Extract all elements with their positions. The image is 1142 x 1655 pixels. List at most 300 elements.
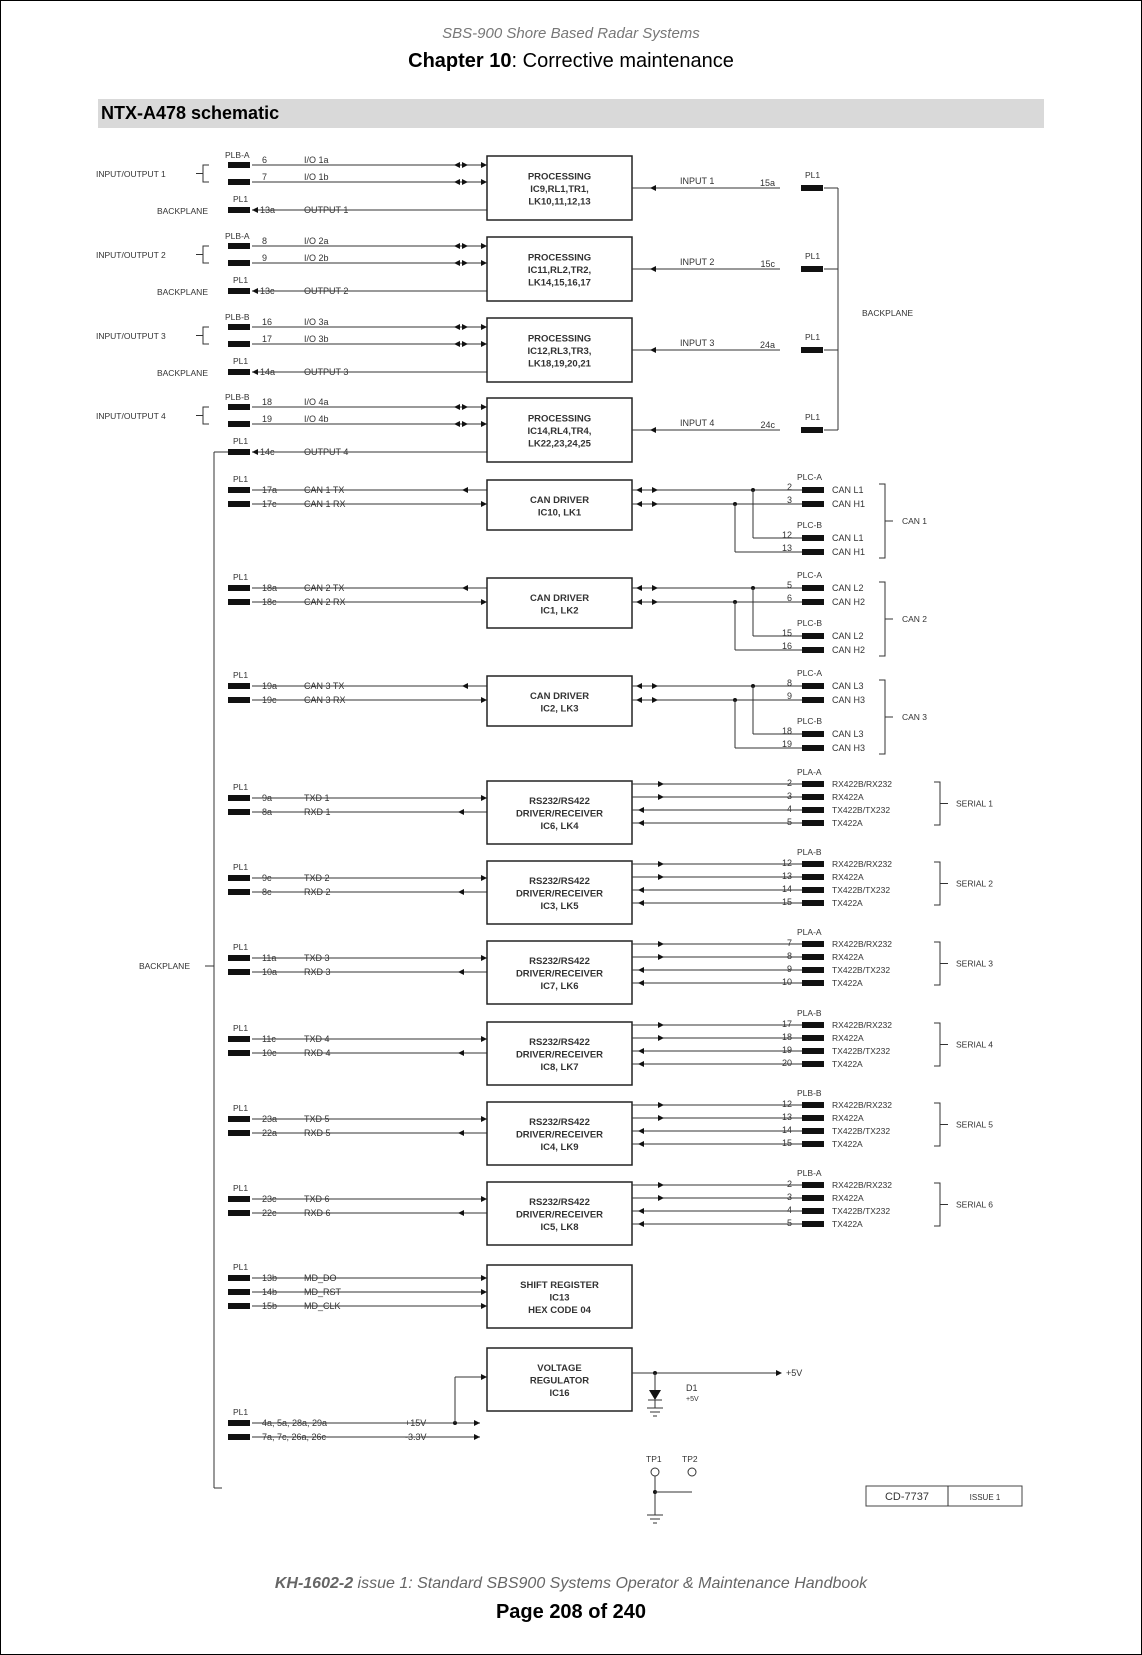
backplane-left-label: BACKPLANE (138, 961, 190, 971)
arrow-left (638, 1221, 644, 1227)
io-row-4-pin-number: 18 (262, 397, 273, 407)
arrow-right (481, 697, 487, 703)
io-row-2-pin-number: 9 (262, 253, 268, 263)
arrow-left (638, 900, 644, 906)
arrow-left (458, 1210, 464, 1216)
io-row-4-pin-number: 14c (260, 447, 275, 457)
io-row-1-pin-number: 15a (759, 178, 775, 188)
serial-row-2-signal: TXD 2 (304, 873, 330, 883)
connector-pin (802, 535, 824, 541)
can-row-2-signal: CAN L2 (832, 583, 864, 593)
io-row-1-input-label: INPUT 1 (680, 176, 715, 186)
regulator-signal: -3.3V (405, 1432, 427, 1442)
shift-signal: MD_RST (304, 1287, 342, 1297)
io-row-3-processing-block-text: IC12,RL3,TR3, (527, 346, 592, 357)
arrow-right (658, 1195, 664, 1201)
arrow-left (636, 697, 642, 703)
connector-pin (802, 781, 824, 787)
connector-pin (228, 969, 250, 975)
serial-row-6-signal: RXD 6 (304, 1208, 331, 1218)
io-row-3-pin (228, 341, 250, 347)
arrow-left (454, 243, 460, 249)
connector-pin (228, 889, 250, 895)
can-row-1-pin-number: 3 (786, 495, 792, 505)
test-point-label: TP1 (646, 1454, 662, 1464)
serial-row-3-signal: RX422B/RX232 (832, 939, 893, 949)
can-row-2-pin-number: 15 (781, 628, 792, 638)
serial-row-5-pin-number: 15 (781, 1138, 792, 1148)
arrow-right (481, 1036, 487, 1042)
io-row-1-connector-label: PL1 (233, 194, 249, 204)
arrow-left (454, 341, 460, 347)
footer-doc-line (0, 1575, 1142, 1593)
can-row-1-signal: CAN H1 (832, 547, 866, 557)
connector-pin (801, 266, 823, 272)
diode-symbol (649, 1390, 661, 1400)
io-row-4-pin (228, 421, 250, 427)
serial-row-1-connector-label: PLA-A (797, 767, 822, 777)
can-row-1-signal: CAN L1 (832, 485, 864, 495)
group-bracket (203, 246, 209, 263)
shift-register-block-text: HEX CODE 04 (528, 1305, 591, 1316)
connector-pin (228, 599, 250, 605)
io-row-1-processing-block-text: LK10,11,12,13 (528, 196, 591, 208)
drawing-number: CD-7737 (884, 1491, 930, 1503)
can-row-1-can-driver-block-text: IC10, LK1 (537, 507, 582, 519)
io-row-4-pin-number: 19 (262, 414, 273, 424)
connector-pin (228, 1210, 250, 1216)
serial-row-1-signal: RX422A (832, 792, 864, 802)
io-row-1-signal: OUTPUT 1 (304, 205, 349, 215)
arrow-right (481, 875, 487, 881)
serial-row-5-group-label: SERIAL 5 (956, 1119, 994, 1130)
can-row-1-signal: CAN 1 TX (304, 485, 345, 495)
arrow-left (650, 347, 656, 353)
arrow-right (481, 341, 487, 347)
serial-row-4-pin-number: 11c (262, 1034, 276, 1044)
shift-pin-number: 13b (262, 1273, 278, 1283)
serial-row-6-signal: TX422A (832, 1219, 863, 1229)
group-bracket (203, 327, 209, 344)
arrow-left (636, 585, 642, 591)
io-row-1-signal: I/O 1a (304, 155, 329, 165)
serial-row-6-pin-number: 23c (262, 1194, 277, 1204)
serial-row-4-driver-block-text: RS232/RS422 (529, 1037, 590, 1048)
arrow-right (481, 421, 487, 427)
shift-pin-number: 15b (262, 1301, 278, 1311)
connector-pin (801, 347, 823, 353)
serial-row-3-pin-number: 7 (786, 938, 792, 948)
arrow-right (462, 341, 468, 347)
connector-pin (802, 585, 824, 591)
serial-row-3-driver-block-text: IC7, LK6 (540, 981, 579, 992)
connector-pin (802, 1115, 824, 1121)
can-row-1-connector-label: PL1 (233, 474, 249, 484)
serial-row-2-connector-label: PLA-B (797, 847, 822, 857)
arrow-left (650, 427, 656, 433)
can-row-3-pin-number: 18 (781, 726, 792, 736)
serial-row-2-signal: TX422A (832, 898, 863, 908)
serial-row-1-signal: TXD 1 (304, 793, 330, 803)
connector-pin (228, 697, 250, 703)
connector-pin (228, 875, 250, 881)
arrow-right (481, 1374, 487, 1380)
regulator-pins: 4a, 5a, 28a, 29a (262, 1418, 328, 1428)
connector-pin (228, 1036, 250, 1042)
connector-pin (802, 820, 824, 826)
group-bracket (934, 942, 940, 985)
serial-row-4-signal: RXD 4 (304, 1048, 331, 1058)
arrow-right (481, 243, 487, 249)
can-row-2-connector-label: PL1 (233, 572, 249, 582)
serial-row-3-signal: TX422A (832, 978, 863, 988)
serial-row-5-pin-number: 14 (781, 1125, 792, 1135)
serial-row-6-driver-block-text: RS232/RS422 (529, 1197, 590, 1208)
serial-row-5-pin-number: 22a (262, 1128, 278, 1138)
can-row-3-pin-number: 19c (262, 695, 277, 705)
connector-pin (802, 1128, 824, 1134)
regulator-connector-label: PL1 (233, 1407, 249, 1417)
io-row-4-signal: I/O 4a (304, 397, 329, 407)
can-row-2-group-label: CAN 2 (902, 614, 928, 624)
io-row-2-pin-number: 8 (262, 236, 268, 246)
serial-row-2-pin-number: 8c (262, 887, 272, 897)
arrow-left (638, 807, 644, 813)
can-row-3-plc-a-label: PLC-A (797, 668, 823, 678)
connector-pin (802, 1048, 824, 1054)
connector-pin (228, 1196, 250, 1202)
arrow-left (454, 179, 460, 185)
io-row-2-signal: I/O 2a (304, 236, 329, 246)
connector-pin (228, 1275, 250, 1281)
connector-pin (802, 1061, 824, 1067)
serial-row-3-signal: RXD 3 (304, 967, 331, 977)
serial-row-4-signal: TX422B/TX232 (832, 1046, 891, 1056)
io-row-2-backplane-label: BACKPLANE (156, 287, 208, 297)
io-row-3-pin (228, 324, 250, 330)
section-title: NTX-A478 schematic (101, 103, 280, 123)
arrow-right (462, 421, 468, 427)
serial-row-3-pin-number: 10 (781, 977, 792, 987)
arrow-left (638, 1061, 644, 1067)
io-row-1-pin-number: 13a (260, 205, 276, 215)
serial-row-1-group-label: SERIAL 1 (956, 798, 994, 809)
serial-row-3-pin-number: 10a (262, 967, 278, 977)
can-row-1-plc-a-label: PLC-A (797, 472, 823, 482)
arrow-right (481, 1275, 487, 1281)
serial-row-1-pin-number: 2 (786, 778, 792, 788)
arrow-right (658, 1102, 664, 1108)
io-row-1-pin-number: 7 (262, 172, 268, 182)
can-row-1-can-driver-block-text: CAN DRIVER (529, 494, 590, 506)
io-row-2-processing-block-text: PROCESSING (527, 252, 592, 264)
serial-row-2-driver-block-text: DRIVER/RECEIVER (515, 888, 604, 900)
test-point-1 (651, 1468, 659, 1476)
io-row-3-signal: I/O 3a (304, 317, 329, 327)
can-row-2-pin-number: 5 (786, 580, 792, 590)
serial-row-6-pin-number: 4 (786, 1205, 792, 1215)
shift-connector-label: PL1 (233, 1262, 249, 1272)
io-row-1-group-label: INPUT/OUTPUT 1 (96, 169, 166, 179)
io-row-4-pin (228, 449, 250, 455)
arrow-right (481, 1289, 487, 1295)
serial-row-1-signal: RX422B/RX232 (832, 779, 893, 789)
serial-row-2-signal: TX422B/TX232 (832, 885, 891, 895)
arrow-left (454, 260, 460, 266)
serial-row-1-driver-block-text: RS232/RS422 (529, 796, 590, 807)
serial-row-4-pin-number: 18 (781, 1032, 792, 1042)
footer-doc-id: KH-1602-2 (274, 1575, 354, 1592)
io-row-4-connector-label: PLB-B (225, 392, 250, 402)
io-row-4-signal: I/O 4b (304, 414, 329, 424)
connector-pin (228, 1130, 250, 1136)
connector-pin (802, 599, 824, 605)
can-row-2-signal: CAN H2 (832, 597, 866, 607)
serial-row-3-connector-label: PL1 (233, 942, 249, 952)
io-row-3-connector-label: PLB-B (225, 312, 250, 322)
voltage-regulator-block-text: REGULATOR (529, 1375, 590, 1387)
can-row-3-signal: CAN L3 (832, 681, 864, 691)
io-row-3-processing-block-text: LK18,19,20,21 (528, 358, 591, 370)
diode-label: D1 (686, 1383, 698, 1393)
serial-row-6-pin-number: 3 (786, 1192, 792, 1202)
can-row-1-group-label: CAN 1 (902, 516, 928, 526)
serial-row-1-signal: TX422B/TX232 (832, 805, 891, 815)
connector-pin (802, 954, 824, 960)
connector-pin (802, 697, 824, 703)
io-row-4-connector-label: PL1 (805, 412, 821, 422)
header-subtitle: SBS-900 Shore Based Radar Systems (442, 25, 700, 42)
io-row-2-group-label: INPUT/OUTPUT 2 (96, 250, 166, 260)
serial-row-1-pin-number: 8a (262, 807, 273, 817)
io-row-2-input-label: INPUT 2 (680, 257, 715, 267)
can-row-2-signal: CAN L2 (832, 631, 864, 641)
shift-signal: MD_CLK (304, 1301, 341, 1311)
serial-row-3-signal: TX422B/TX232 (832, 965, 891, 975)
serial-row-3-signal: TXD 3 (304, 953, 330, 963)
arrow-right (481, 1116, 487, 1122)
io-row-4-pin-number: 24c (760, 420, 775, 430)
arrow-left (252, 207, 258, 213)
arrow-right (481, 404, 487, 410)
connector-pin (228, 955, 250, 961)
io-row-4-processing-block-text: IC14,RL4,TR4, (527, 426, 592, 437)
can-row-2-plc-b-label: PLC-B (797, 618, 823, 628)
serial-row-3-connector-label: PLA-A (797, 927, 822, 937)
serial-row-5-driver-block-text: DRIVER/RECEIVER (515, 1129, 604, 1141)
connector-pin (228, 487, 250, 493)
connector-pin (802, 900, 824, 906)
io-row-1-pin (228, 162, 250, 168)
arrow-right (481, 955, 487, 961)
serial-row-5-driver-block-text: RS232/RS422 (529, 1117, 590, 1128)
arrow-left (638, 1208, 644, 1214)
serial-row-4-pin-number: 19 (781, 1045, 792, 1055)
serial-row-4-connector-label: PL1 (233, 1023, 249, 1033)
arrow-right (658, 1115, 664, 1121)
serial-row-4-connector-label: PLA-B (797, 1008, 822, 1018)
io-row-2-connector-label: PL1 (805, 251, 821, 261)
serial-row-5-signal: TXD 5 (304, 1114, 330, 1124)
arrow-left (454, 421, 460, 427)
serial-row-5-pin-number: 13 (781, 1112, 792, 1122)
arrow-left (458, 969, 464, 975)
io-row-1-signal: I/O 1b (304, 172, 329, 182)
arrow-left (462, 683, 468, 689)
io-row-1-processing-block-text: IC9,RL1,TR1, (530, 184, 589, 195)
arrow-right (481, 324, 487, 330)
group-bracket (879, 484, 885, 558)
serial-row-6-pin-number: 22c (262, 1208, 277, 1218)
connector-pin (228, 1050, 250, 1056)
connector-pin (802, 1102, 824, 1108)
serial-row-6-connector-label: PL1 (233, 1183, 249, 1193)
serial-row-2-pin-number: 12 (781, 858, 792, 868)
arrow-right (652, 697, 658, 703)
io-row-2-connector-label: PL1 (233, 275, 249, 285)
serial-row-3-driver-block-text: RS232/RS422 (529, 956, 590, 967)
serial-row-5-signal: RX422A (832, 1113, 864, 1123)
serial-row-2-pin-number: 14 (781, 884, 792, 894)
serial-row-4-group-label: SERIAL 4 (956, 1039, 994, 1050)
io-row-2-signal: OUTPUT 2 (304, 286, 349, 296)
io-row-2-pin-number: 13c (260, 286, 275, 296)
io-row-1-pin (228, 179, 250, 185)
arrow-right (658, 861, 664, 867)
can-row-2-signal: CAN H2 (832, 645, 866, 655)
arrow-left (462, 585, 468, 591)
arrow-left (650, 185, 656, 191)
arrow-right (776, 1370, 782, 1376)
footer-doc-title: issue 1: Standard SBS900 Systems Operator & Maintenance Handbook (353, 1575, 868, 1592)
can-row-3-signal: CAN 3 RX (304, 695, 346, 705)
serial-row-1-pin-number: 5 (786, 817, 792, 827)
serial-row-5-driver-block-text: IC4, LK9 (540, 1142, 579, 1153)
connector-pin (802, 980, 824, 986)
can-row-3-signal: CAN H3 (832, 743, 866, 753)
can-row-1-pin-number: 17a (262, 485, 278, 495)
io-row-1-connector-label: PL1 (805, 170, 821, 180)
arrow-right (652, 501, 658, 507)
connector-pin (802, 887, 824, 893)
io-row-4-connector-label: PL1 (233, 436, 249, 446)
can-row-3-connector-label: PL1 (233, 670, 249, 680)
io-row-2-connector-label: PLB-A (225, 231, 250, 241)
connector-pin (802, 731, 824, 737)
serial-row-6-signal: RX422A (832, 1193, 864, 1203)
can-row-2-plc-a-label: PLC-A (797, 570, 823, 580)
connector-pin (228, 1303, 250, 1309)
io-row-4-group-label: INPUT/OUTPUT 4 (96, 411, 166, 421)
io-row-2-processing-block-text: LK14,15,16,17 (528, 277, 591, 289)
can-row-1-signal: CAN 1 RX (304, 499, 346, 509)
voltage-regulator-block-text: IC16 (549, 1388, 570, 1399)
connector-pin (228, 809, 250, 815)
can-row-3-plc-b-label: PLC-B (797, 716, 823, 726)
connector-pin (802, 807, 824, 813)
arrow-left (458, 1050, 464, 1056)
serial-row-2-driver-block-text: RS232/RS422 (529, 876, 590, 887)
can-row-3-signal: CAN L3 (832, 729, 864, 739)
serial-row-1-signal: TX422A (832, 818, 863, 828)
arrow-right (658, 941, 664, 947)
serial-row-5-connector-label: PLB-B (797, 1088, 822, 1098)
connector-pin (802, 1035, 824, 1041)
io-row-4-signal: OUTPUT 4 (304, 447, 349, 457)
io-row-3-connector-label: PL1 (233, 356, 249, 366)
connector-pin (228, 1420, 250, 1426)
can-row-2-signal: CAN 2 RX (304, 597, 346, 607)
serial-row-1-driver-block-text: DRIVER/RECEIVER (515, 808, 604, 820)
connector-pin (228, 1116, 250, 1122)
arrow-right (652, 585, 658, 591)
serial-row-6-group-label: SERIAL 6 (956, 1199, 994, 1210)
io-row-3-pin-number: 16 (262, 317, 273, 327)
arrow-left (458, 809, 464, 815)
serial-row-5-signal: RXD 5 (304, 1128, 331, 1138)
serial-row-1-pin-number: 4 (786, 804, 792, 814)
connector-pin (802, 1195, 824, 1201)
connector-pin (802, 1141, 824, 1147)
serial-row-1-pin-number: 3 (786, 791, 792, 801)
arrow-right (481, 1196, 487, 1202)
arrow-right (481, 795, 487, 801)
serial-row-4-signal: TX422A (832, 1059, 863, 1069)
io-row-3-signal: I/O 3b (304, 334, 329, 344)
can-row-2-can-driver-block-text: CAN DRIVER (529, 592, 590, 604)
arrow-right (481, 260, 487, 266)
regulator-output-label: +5V (786, 1368, 803, 1378)
group-bracket (879, 680, 885, 754)
connector-pin (802, 633, 824, 639)
io-row-4-processing-block-text: LK22,23,24,25 (528, 438, 591, 450)
drawing-issue: ISSUE 1 (969, 1493, 1001, 1502)
serial-row-6-pin-number: 5 (786, 1218, 792, 1228)
can-row-3-signal: CAN 3 TX (304, 681, 345, 691)
connector-pin (228, 501, 250, 507)
connector-pin (802, 745, 824, 751)
io-row-4-input-label: INPUT 4 (680, 418, 715, 428)
connector-pin (801, 427, 823, 433)
serial-row-4-pin-number: 20 (781, 1058, 792, 1068)
can-row-1-pin-number: 2 (786, 482, 792, 492)
io-row-2-pin-number: 15c (760, 259, 775, 269)
arrow-right (474, 1420, 480, 1426)
group-bracket (203, 407, 209, 424)
arrow-left (458, 1130, 464, 1136)
can-row-3-pin-number: 19 (781, 739, 792, 749)
can-row-3-group-label: CAN 3 (902, 712, 928, 722)
serial-row-6-driver-block-text: DRIVER/RECEIVER (515, 1209, 604, 1221)
can-row-1-signal: CAN L1 (832, 533, 864, 543)
serial-row-2-pin-number: 15 (781, 897, 792, 907)
io-row-3-pin-number: 17 (262, 334, 273, 344)
arrow-right (652, 487, 658, 493)
arrow-left (650, 266, 656, 272)
arrow-right (462, 404, 468, 410)
arrow-right (481, 1303, 487, 1309)
arrow-right (658, 954, 664, 960)
io-row-4-processing-block-text: PROCESSING (527, 413, 592, 425)
serial-row-3-pin-number: 11a (262, 953, 277, 963)
io-row-3-pin (228, 369, 250, 375)
can-row-3-signal: CAN H3 (832, 695, 866, 705)
footer-page-number: Page 208 of 240 (495, 1601, 647, 1623)
can-row-2-pin-number: 18c (262, 597, 277, 607)
serial-row-2-signal: RX422A (832, 872, 864, 882)
arrow-right (481, 179, 487, 185)
arrow-right (652, 599, 658, 605)
